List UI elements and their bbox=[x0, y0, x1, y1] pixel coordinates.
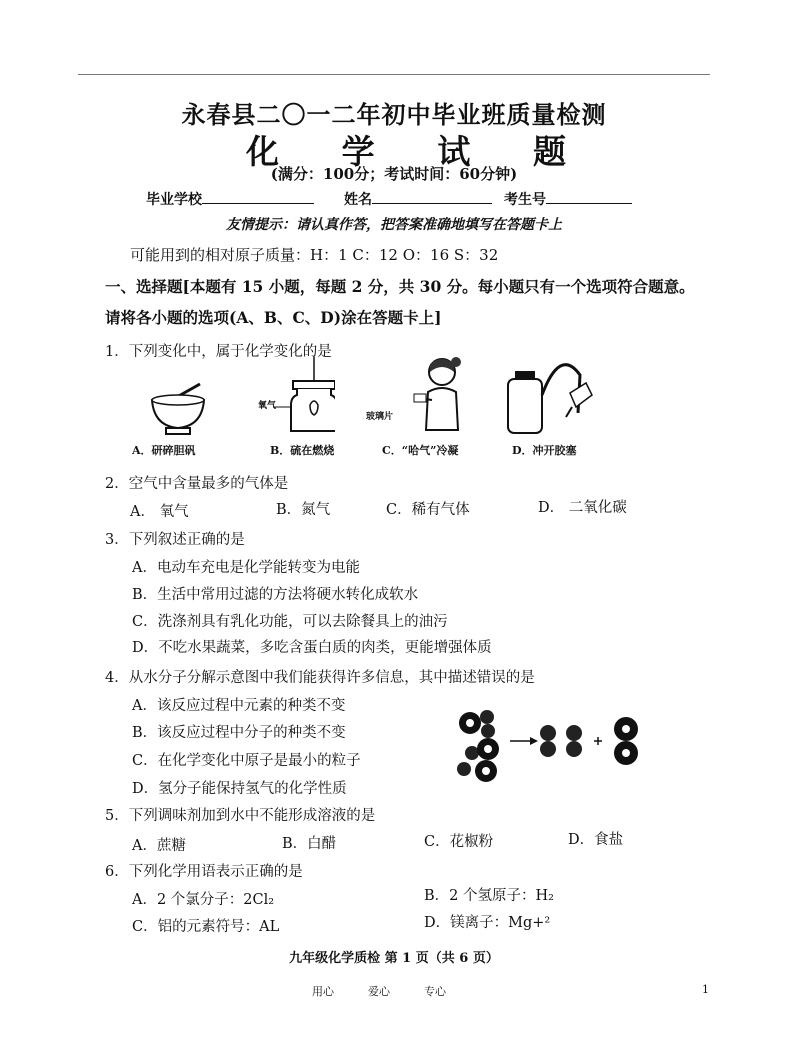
q4-option-b[interactable]: B．该反应过程中分子的种类不变 bbox=[132, 725, 346, 741]
exam-meta: (满分：100分；考试时间：60分钟) bbox=[270, 165, 518, 183]
exam-title: 永春县二〇一二年初中毕业班质量检测 bbox=[181, 100, 607, 129]
q2-option-c[interactable]: C．稀有气体 bbox=[386, 502, 470, 518]
q6-option-c[interactable]: C．铝的元素符号：AL bbox=[132, 919, 280, 935]
bottom-word: 用心 bbox=[312, 985, 334, 998]
q3-option-c[interactable]: C．洗涤剂具有乳化功能，可以去除餐具上的油污 bbox=[132, 614, 448, 630]
q3-option-b[interactable]: B．生活中常用过滤的方法将硬水转化成软水 bbox=[132, 587, 419, 603]
question-6-stem: 6．下列化学用语表示正确的是 bbox=[105, 864, 303, 880]
top-rule bbox=[78, 74, 710, 75]
q5-option-b[interactable]: B．白醋 bbox=[282, 836, 337, 852]
q2-option-d[interactable]: D． 二氧化碳 bbox=[538, 500, 627, 516]
q1-caption-b: B．硫在燃烧 bbox=[270, 444, 335, 457]
q6-option-b[interactable]: B．2 个氢原子：H₂ bbox=[424, 888, 554, 904]
subject-char: 题 bbox=[532, 132, 566, 171]
page-number: 1 bbox=[702, 983, 709, 996]
q4-option-c[interactable]: C．在化学变化中原子是最小的粒子 bbox=[132, 753, 361, 769]
question-3-stem: 3．下列叙述正确的是 bbox=[105, 532, 245, 548]
q1-caption-c: C．“哈气”冷凝 bbox=[382, 444, 459, 457]
water-decomposition-diagram bbox=[450, 705, 660, 785]
exam-number-label: 考生号 bbox=[504, 192, 546, 208]
subject-char: 学 bbox=[341, 132, 375, 171]
school-label: 毕业学校 bbox=[146, 192, 202, 208]
school-field[interactable] bbox=[146, 189, 314, 209]
subject-char: 试 bbox=[437, 132, 471, 171]
sulfur-burning-bottle-icon bbox=[255, 355, 335, 437]
mortar-icon bbox=[148, 380, 208, 438]
exam-number-field[interactable] bbox=[504, 189, 632, 209]
q4-option-a[interactable]: A．该反应过程中元素的种类不变 bbox=[132, 698, 346, 714]
bottom-word: 专心 bbox=[424, 985, 446, 998]
section-heading: 一、选择题[本题有 15 小题，每题 2 分，共 30 分。每小题只有一个选项符合题意。 bbox=[105, 277, 695, 296]
q5-option-d[interactable]: D．食盐 bbox=[568, 832, 624, 848]
q2-option-b[interactable]: B．氮气 bbox=[276, 502, 331, 518]
stopper-pop-icon bbox=[500, 355, 595, 437]
question-2-stem: 2．空气中含量最多的气体是 bbox=[105, 476, 289, 492]
name-label: 姓名 bbox=[344, 192, 372, 208]
question-1-stem: 1．下列变化中，属于化学变化的是 bbox=[105, 344, 332, 360]
q5-option-c[interactable]: C．花椒粉 bbox=[424, 834, 494, 850]
glass-label: 玻璃片 bbox=[366, 412, 394, 422]
friendly-tip: 友情提示：请认真作答，把答案准确地填写在答题卡上 bbox=[226, 217, 562, 233]
girl-breathing-icon bbox=[412, 352, 464, 436]
bottom-word: 爱心 bbox=[368, 985, 390, 998]
name-field[interactable] bbox=[344, 189, 492, 209]
section-instruction: 请将各小题的选项(A、B、C、D)涂在答题卡上] bbox=[105, 308, 442, 327]
q5-option-a[interactable]: A．蔗糖 bbox=[132, 838, 186, 854]
q3-option-d[interactable]: D．不吃水果蔬菜，多吃含蛋白质的肉类，更能增强体质 bbox=[132, 640, 492, 656]
oxygen-label: 氧气 bbox=[258, 401, 277, 411]
q6-option-d[interactable]: D．镁离子：Mg+² bbox=[424, 915, 551, 931]
subject-char: 化 bbox=[246, 132, 279, 171]
question-5-stem: 5．下列调味剂加到水中不能形成溶液的是 bbox=[105, 808, 376, 824]
water-molecule-3 bbox=[457, 760, 497, 782]
question-4-stem: 4．从水分子分解示意图中我们能获得许多信息，其中描述错误的是 bbox=[105, 670, 535, 686]
q2-option-a[interactable]: A． 氧气 bbox=[130, 504, 189, 520]
atomic-masses: 可能用到的相对原子质量：H：1 C：12 O：16 S：32 bbox=[130, 246, 499, 264]
q1-caption-a: A．研碎胆矾 bbox=[132, 444, 196, 457]
page-footer: 九年级化学质检 第 1 页（共 6 页） bbox=[289, 951, 499, 966]
q1-caption-d: D．冲开胶塞 bbox=[512, 444, 577, 457]
water-molecule-1 bbox=[459, 710, 495, 738]
q4-option-d[interactable]: D．氢分子能保持氢气的化学性质 bbox=[132, 781, 347, 797]
water-molecule-2 bbox=[465, 738, 499, 760]
q3-option-a[interactable]: A．电动车充电是化学能转变为电能 bbox=[132, 560, 360, 576]
q6-option-a[interactable]: A．2 个氯分子：2Cl₂ bbox=[132, 892, 275, 908]
